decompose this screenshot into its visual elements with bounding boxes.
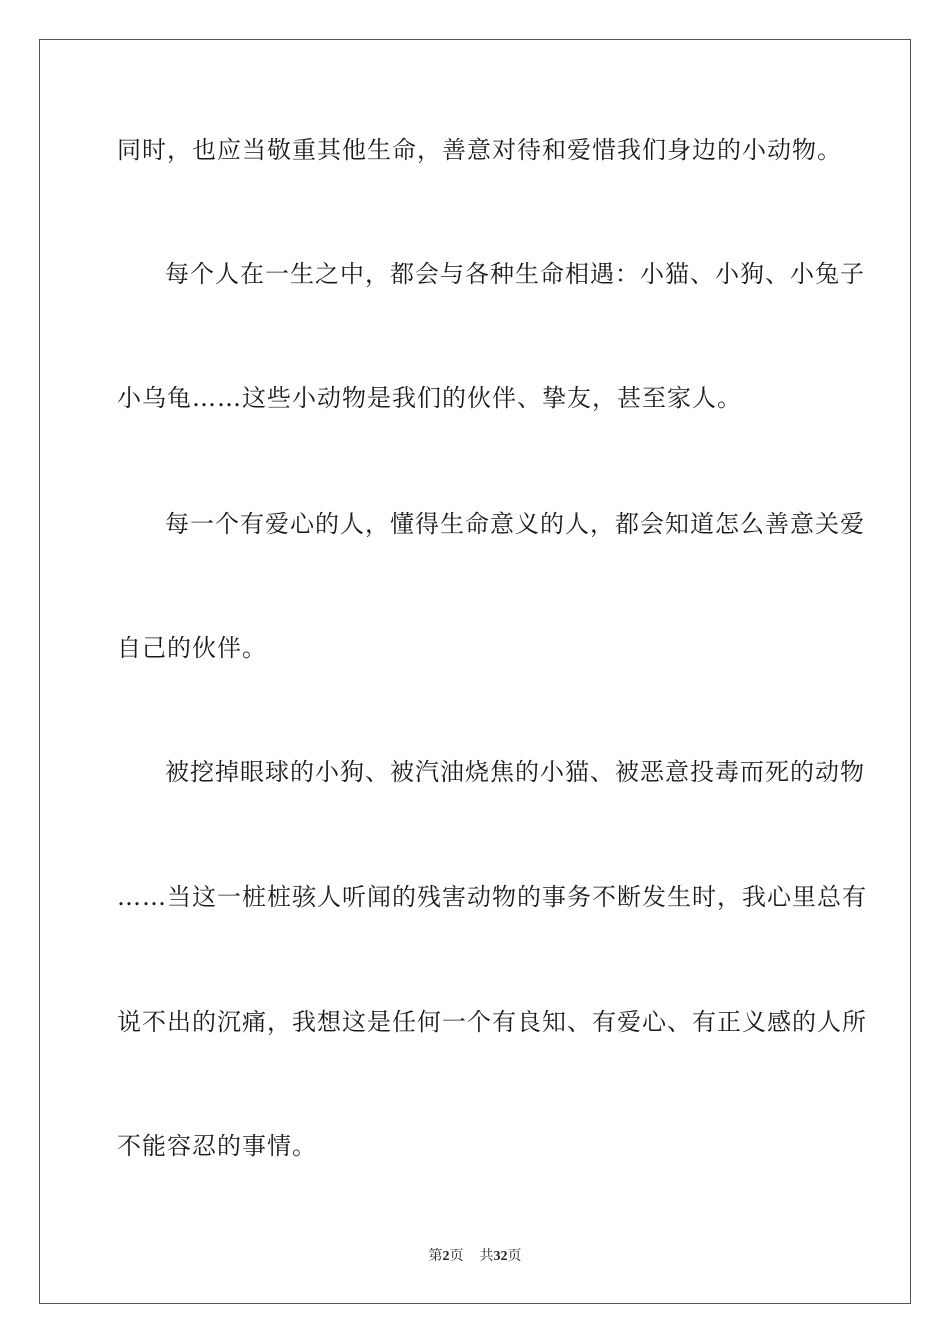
body-line-5: 自己的伙伴。: [117, 634, 267, 662]
page-number: 2: [442, 1249, 450, 1264]
body-line-1: 同时，也应当敬重其他生命，善意对待和爱惜我们身边的小动物。: [117, 136, 842, 164]
body-line-2: 每个人在一生之中，都会与各种生命相遇：小猫、小狗、小兔子: [165, 260, 865, 288]
page-suffix: 页: [449, 1248, 464, 1264]
total-pages: 32: [493, 1249, 508, 1264]
page-border: [39, 39, 911, 1304]
page-footer: [0, 1247, 950, 1266]
body-line-9: 不能容忍的事情。: [117, 1132, 317, 1160]
total-suffix: 页: [507, 1248, 522, 1264]
body-line-3: 小乌龟……这些小动物是我们的伙伴、挚友，甚至家人。: [117, 384, 742, 412]
body-line-4: 每一个有爱心的人，懂得生命意义的人，都会知道怎么善意关爱: [165, 510, 865, 538]
body-line-8: 说不出的沉痛，我想这是任何一个有良知、有爱心、有正义感的人所: [117, 1008, 867, 1036]
body-line-7: ……当这一桩桩骇人听闻的残害动物的事务不断发生时，我心里总有: [117, 883, 867, 911]
page-prefix: 第: [428, 1248, 443, 1264]
total-prefix: 共: [479, 1248, 494, 1264]
body-line-6: 被挖掉眼球的小狗、被汽油烧焦的小猫、被恶意投毒而死的动物: [165, 758, 865, 786]
